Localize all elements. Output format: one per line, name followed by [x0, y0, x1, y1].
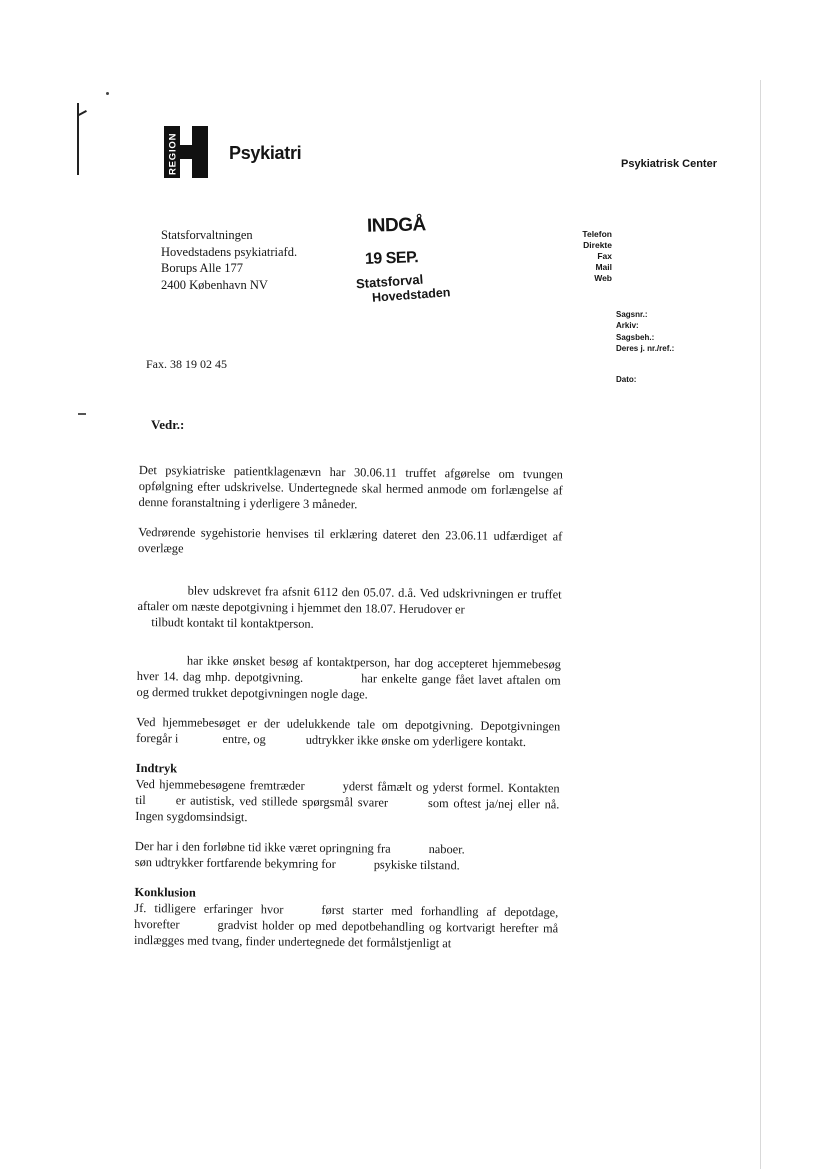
stamp-received: INDGÅ — [366, 214, 426, 237]
text-run: yderst fåmælt og yderst formel. — [342, 779, 504, 795]
text-run: hvorefter — [134, 916, 180, 932]
case-label: Deres j. nr./ref.: — [616, 343, 675, 353]
address-line: Borups Alle 177 — [161, 261, 243, 275]
text-run: hjemmebesøg hver 14. dag mhp. depotgivning. — [136, 656, 561, 685]
text-run: har ikke ønsket besøg af kontaktperson, har dog accepteret — [186, 653, 488, 671]
text-run: psykiske tilstand. — [373, 857, 460, 873]
paragraph-depot — [136, 714, 560, 750]
contact-label: Direkte — [583, 240, 612, 250]
text-run: Ved hjemmebesøgene fremtræder — [135, 776, 305, 793]
case-labels — [616, 309, 674, 354]
text-run: truffet aftaler om næste depotgivning i hjemmet den 18.07. Herudover er — [137, 587, 562, 617]
recipient-address — [161, 227, 297, 293]
address-line: Hovedstadens psykiatriafd. — [161, 244, 298, 259]
text-run: Ved hjemmebesøget er der udelukkende tale om depotgivning. — [136, 714, 474, 733]
text-run: udtrykker ikke ønske om — [305, 732, 430, 749]
text-run: har enkelte gange fået — [361, 671, 475, 687]
logo-label: Psykiatri — [229, 143, 302, 163]
subject-label: Vedr.: — [151, 417, 185, 432]
address-line: Statsforvaltningen — [161, 228, 253, 242]
contact-label: Telefon — [582, 229, 612, 239]
region-logo — [164, 126, 214, 178]
paragraph-neighbours — [135, 838, 559, 874]
text-run: søn udtrykker fortfarende bekymring for — [134, 854, 336, 872]
heading-impression: Indtryk — [135, 760, 178, 776]
paragraph-visits — [137, 652, 561, 704]
text-run: Der har i den forløbne tid ikke været opringning fra — [134, 838, 391, 856]
stamp-date: 19 SEP. — [364, 249, 419, 268]
scan-edge — [760, 80, 761, 1169]
scan-dash — [78, 413, 86, 415]
heading-conclusion: Konklusion — [134, 884, 196, 900]
stamp-org-line1: Statsforval — [355, 271, 424, 292]
text-run: Depotgivningen foregår i — [136, 718, 561, 746]
center-name: Psykiatrisk Center — [621, 158, 717, 170]
text-run: naboer. — [428, 842, 465, 857]
contact-labels — [582, 229, 612, 284]
text-run: herefter må indlægges med tvang, finder undertegnede det formålstjenligt at — [133, 920, 559, 951]
paragraph-impression — [135, 776, 559, 828]
contact-label: Web — [594, 273, 612, 283]
text-run: gradvist holder op med depotbehandling og kortvarigt — [217, 917, 496, 935]
paragraph-discharge — [137, 582, 561, 634]
paragraph-conclusion — [134, 900, 558, 952]
text-run: først starter med forhandling af depotdage, — [321, 902, 559, 920]
text-run: som — [427, 796, 449, 811]
text-run: blev udskrevet fra afsnit 6112 den 05.07. d.å. Ved udskrivningen er — [187, 583, 528, 602]
scan-dot — [106, 92, 109, 95]
paragraph-decision: Det psykiatriske patientklagenævn har 30.06.11 truffet afgørelse om tvungen opfølgning efter udskrivelse. Undertegnede skal hermed anmode om forlængelse af denne foranstaltning i yderligere 3 måneder. — [138, 462, 563, 512]
text-run: udfærdiget af overlæge — [138, 528, 563, 556]
letter-body — [134, 462, 563, 966]
text-run: yderligere kontakt. — [432, 734, 527, 750]
contact-label: Mail — [595, 262, 612, 272]
paragraph-history — [138, 524, 562, 560]
text-run: entre, og — [222, 731, 266, 747]
text-run: Vedrørende sygehistorie henvises til erklæring dateret den 23.06.11 — [138, 524, 489, 543]
text-run: lavet aftalen om og dermed trukket depotgivningen nogle dage. — [136, 672, 561, 702]
text-run: Jf. tidligere erfaringer hvor — [134, 900, 284, 917]
case-label: Sagsbeh.: — [616, 332, 655, 342]
region-h-icon — [164, 126, 214, 178]
stamp-org-line2: Hovedstaden — [371, 285, 451, 305]
fax-line: Fax. 38 19 02 45 — [146, 357, 227, 371]
logo-vertical-text: REGION — [167, 132, 179, 175]
text-run: tilbudt kontakt til kontaktperson. — [151, 615, 314, 631]
text-run: Kontakten til — [135, 780, 560, 808]
contact-label: Fax — [597, 251, 612, 261]
case-label: Arkiv: — [616, 321, 639, 331]
text-run: oftest ja/nej eller nå. Ingen sygdomsindsigt. — [135, 796, 560, 825]
date-label: Dato: — [616, 375, 637, 384]
text-run: er autistisk, ved stillede spørgsmål svarer — [175, 793, 389, 810]
case-label: Sagsnr.: — [616, 310, 648, 319]
scan-mark-tick — [78, 110, 87, 116]
address-line: 2400 København NV — [161, 277, 268, 292]
